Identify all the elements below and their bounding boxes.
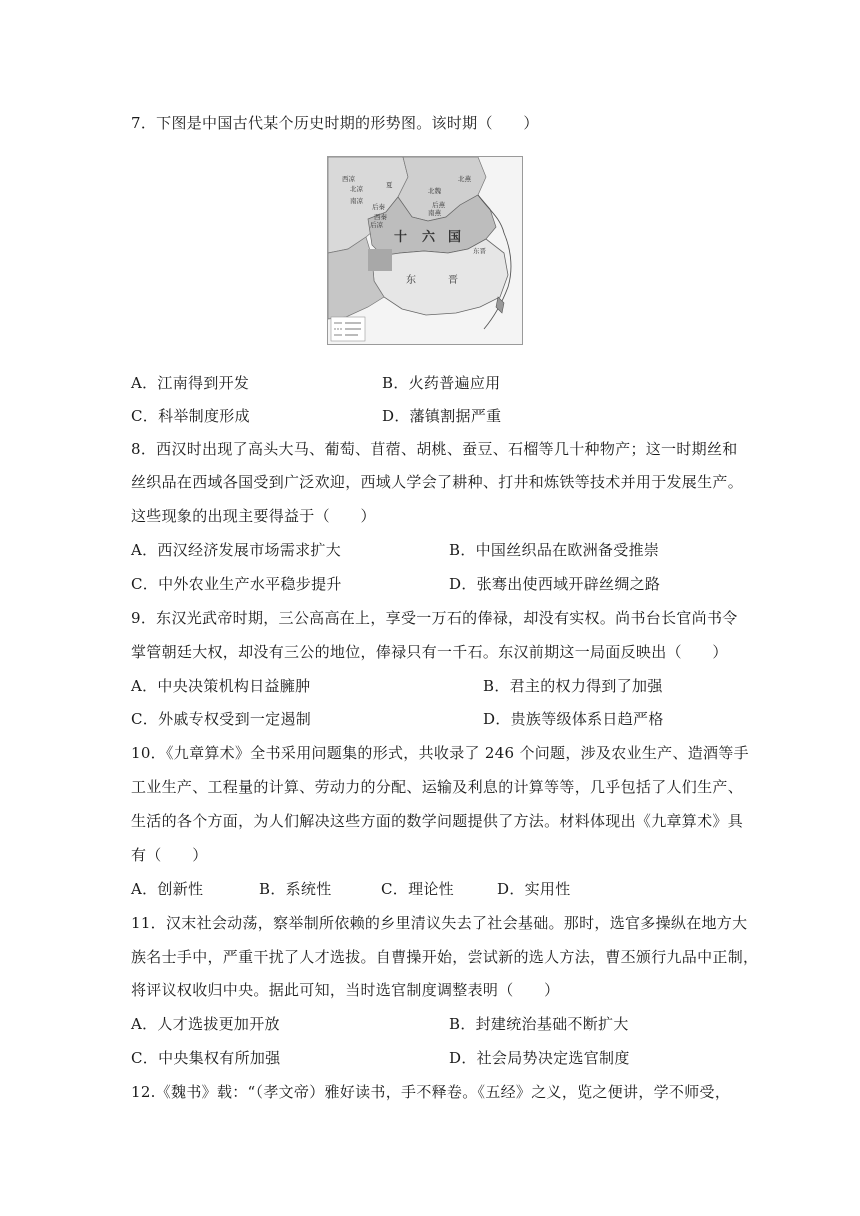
map-label-xia: 夏 bbox=[386, 181, 393, 189]
q8-option-b: B．中国丝织品在欧洲备受推崇 bbox=[449, 541, 660, 559]
map-label-dongjin-capital: 东晋 bbox=[473, 247, 486, 255]
map-label-jin: 晋 bbox=[448, 275, 458, 286]
q8-line-1: 8．西汉时出现了高头大马、葡萄、苜蓿、胡桃、蚕豆、石榴等几十种物产；这一时期丝和 bbox=[131, 440, 738, 458]
q8-option-c: C．中外农业生产水平稳步提升 bbox=[131, 575, 342, 593]
q10-option-d: D．实用性 bbox=[497, 880, 571, 898]
map-label-houqin: 后秦 bbox=[372, 203, 385, 211]
map-label-dong: 东 bbox=[406, 275, 416, 286]
map-label-guo: 国 bbox=[448, 230, 462, 245]
q9-option-c: C．外戚专权受到一定遏制 bbox=[131, 710, 312, 728]
q10-line-1: 10．《九章算术》全书采用问题集的形式，共收录了 246 个问题，涉及农业生产、造酒等手 bbox=[131, 744, 749, 762]
q10-line-3: 生活的各个方面，为人们解决这些方面的数学问题提供了方法。材料体现出《九章算术》具 bbox=[131, 812, 744, 830]
q11-option-d: D．社会局势决定选官制度 bbox=[449, 1049, 630, 1067]
map-label-beiliang: 北凉 bbox=[350, 185, 363, 193]
q9-line-1: 9．东汉光武帝时期，三公高高在上，享受一万石的俸禄，却没有实权。尚书台长官尚书令 bbox=[131, 609, 738, 627]
q10-option-c: C．理论性 bbox=[381, 880, 454, 898]
q8-line-3: 这些现象的出现主要得益于（ ） bbox=[131, 507, 376, 525]
map-label-houliang: 后凉 bbox=[370, 221, 383, 229]
q10-option-a: A．创新性 bbox=[131, 880, 204, 898]
q10-line-2: 工业生产、工程量的计算、劳动力的分配、运输及利息的计算等等，几乎包括了人们生产、 bbox=[131, 778, 744, 796]
q8-option-a: A．西汉经济发展市场需求扩大 bbox=[131, 541, 342, 559]
map-label-shi: 十 bbox=[394, 230, 408, 245]
map-label-beiwei: 北魏 bbox=[428, 187, 441, 195]
map-label-nanliang: 南凉 bbox=[350, 197, 363, 205]
map-label-houyan: 后燕 bbox=[432, 201, 445, 209]
q11-option-b: B．封建统治基础不断扩大 bbox=[449, 1015, 629, 1033]
q10-option-b: B．系统性 bbox=[259, 880, 332, 898]
q11-option-a: A．人才选拔更加开放 bbox=[131, 1015, 280, 1033]
q9-option-a: A．中央决策机构日益臃肿 bbox=[131, 677, 311, 695]
q8-line-2: 丝织品在西域各国受到广泛欢迎，西域人学会了耕种、打井和炼铁等技术并用于发展生产。 bbox=[131, 473, 744, 491]
map-drawing bbox=[328, 157, 522, 344]
map-label-xiqin: 西秦 bbox=[374, 213, 387, 221]
map-label-beiyan: 北燕 bbox=[458, 175, 471, 183]
map-label-nanyan: 南燕 bbox=[428, 209, 441, 217]
q11-line-2: 族名士手中，严重干扰了人才选拔。自曹操开始，尝试新的选人方法，曹丕颁行九品中正制， bbox=[131, 948, 759, 966]
q11-option-c: C．中央集权有所加强 bbox=[131, 1049, 281, 1067]
map-label-liu: 六 bbox=[422, 230, 436, 245]
q9-line-2: 掌管朝廷大权，却没有三公的地位，俸禄只有一千石。东汉前期这一局面反映出（ ） bbox=[131, 643, 728, 661]
q11-line-3: 将评议权收归中央。据此可知，当时选官制度调整表明（ ） bbox=[131, 981, 560, 999]
q7-historical-map bbox=[327, 156, 523, 345]
q9-option-d: D．贵族等级体系日趋严格 bbox=[483, 710, 664, 728]
q8-option-d: D．张骞出使西域开辟丝绸之路 bbox=[449, 575, 661, 593]
q9-option-b: B．君主的权力得到了加强 bbox=[483, 677, 663, 695]
q10-line-4: 有（ ） bbox=[131, 846, 208, 864]
q7-option-a: A．江南得到开发 bbox=[131, 374, 250, 392]
q11-line-1: 11．汉末社会动荡，察举制所依赖的乡里清议失去了社会基础。那时，选官多操纵在地方大 bbox=[131, 914, 748, 932]
q7-option-b: B．火药普遍应用 bbox=[382, 374, 501, 392]
map-label-xiliang: 西凉 bbox=[342, 175, 355, 183]
q7-stem: 7．下图是中国古代某个历史时期的形势图。该时期（ ） bbox=[131, 114, 539, 132]
q7-option-c: C．科举制度形成 bbox=[131, 407, 250, 425]
q12-line-1: 12.《魏书》载：“（孝文帝）雅好读书，手不释卷。《五经》之义，览之便讲，学不师受， bbox=[131, 1083, 731, 1101]
q7-option-d: D．藩镇割据严重 bbox=[382, 407, 502, 425]
